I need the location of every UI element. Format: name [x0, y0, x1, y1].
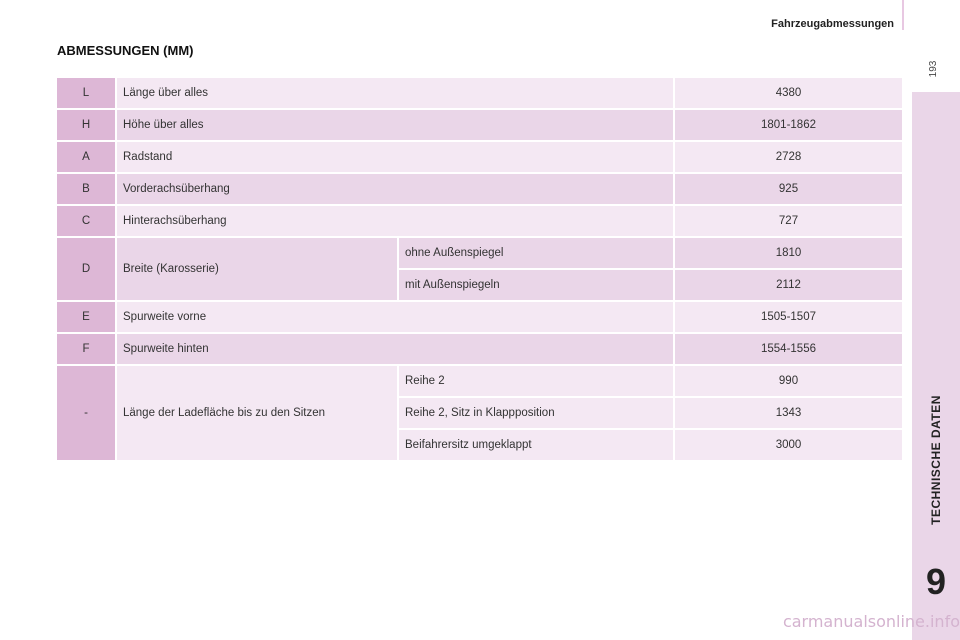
sub-label: Beifahrersitz umgeklappt	[399, 430, 675, 462]
dimension-value: 990	[675, 366, 902, 398]
table-row	[57, 78, 902, 110]
dimension-label: Vorderachsüberhang	[117, 174, 675, 206]
chapter-number: 9	[925, 561, 947, 602]
chapter-header-title: Fahrzeugabmessungen	[771, 18, 894, 30]
sub-label: Reihe 2, Sitz in Klappposition	[399, 398, 675, 430]
table-subrow	[399, 430, 902, 462]
sub-rows	[399, 366, 902, 462]
page-number: 193	[928, 60, 939, 78]
dimension-value: 1554-1556	[675, 334, 902, 366]
dimension-label: Spurweite hinten	[117, 334, 675, 366]
table-row	[57, 174, 902, 206]
section-heading: ABMESSUNGEN (MM)	[57, 43, 194, 58]
dimension-letter: A	[57, 142, 117, 174]
dimension-label: Länge über alles	[117, 78, 675, 110]
dimension-value: 4380	[675, 78, 902, 110]
dimension-letter: L	[57, 78, 117, 110]
dimension-label: Länge der Ladefläche bis zu den Sitzen	[117, 366, 399, 462]
dimension-label: Höhe über alles	[117, 110, 675, 142]
dimension-value: 3000	[675, 430, 902, 462]
table-subrow	[399, 270, 902, 302]
dimension-label: Hinterachsüberhang	[117, 206, 675, 238]
dimension-letter: D	[57, 238, 117, 302]
table-row	[57, 110, 902, 142]
dimension-label: Spurweite vorne	[117, 302, 675, 334]
dimension-label: Breite (Karosserie)	[117, 238, 399, 302]
chapter-tab-text: TECHNISCHE DATEN	[929, 395, 943, 525]
table-row	[57, 142, 902, 174]
table-row	[57, 334, 902, 366]
sub-label: Reihe 2	[399, 366, 675, 398]
dimensions-table	[57, 78, 902, 462]
table-row-group-load-length	[57, 366, 902, 462]
dimension-value: 727	[675, 206, 902, 238]
watermark: carmanualsonline.info	[782, 612, 960, 631]
dimension-value: 2112	[675, 270, 902, 302]
table-subrow	[399, 238, 902, 270]
chapter-tab-label	[912, 360, 960, 560]
dimension-letter: B	[57, 174, 117, 206]
table-row	[57, 206, 902, 238]
sub-label: mit Außenspiegeln	[399, 270, 675, 302]
dimension-letter: H	[57, 110, 117, 142]
dimension-value: 925	[675, 174, 902, 206]
dimension-letter: F	[57, 334, 117, 366]
dimension-value: 1801-1862	[675, 110, 902, 142]
table-row	[57, 302, 902, 334]
sub-label: ohne Außenspiegel	[399, 238, 675, 270]
dimension-value: 2728	[675, 142, 902, 174]
table-subrow	[399, 398, 902, 430]
header-divider	[902, 0, 904, 30]
table-row-group-width	[57, 238, 902, 302]
table-subrow	[399, 366, 902, 398]
sub-rows	[399, 238, 902, 302]
dimension-letter: C	[57, 206, 117, 238]
dimension-label: Radstand	[117, 142, 675, 174]
dimension-letter: E	[57, 302, 117, 334]
dimension-value: 1343	[675, 398, 902, 430]
dimension-value: 1810	[675, 238, 902, 270]
dimension-letter: -	[57, 366, 117, 462]
dimension-value: 1505-1507	[675, 302, 902, 334]
